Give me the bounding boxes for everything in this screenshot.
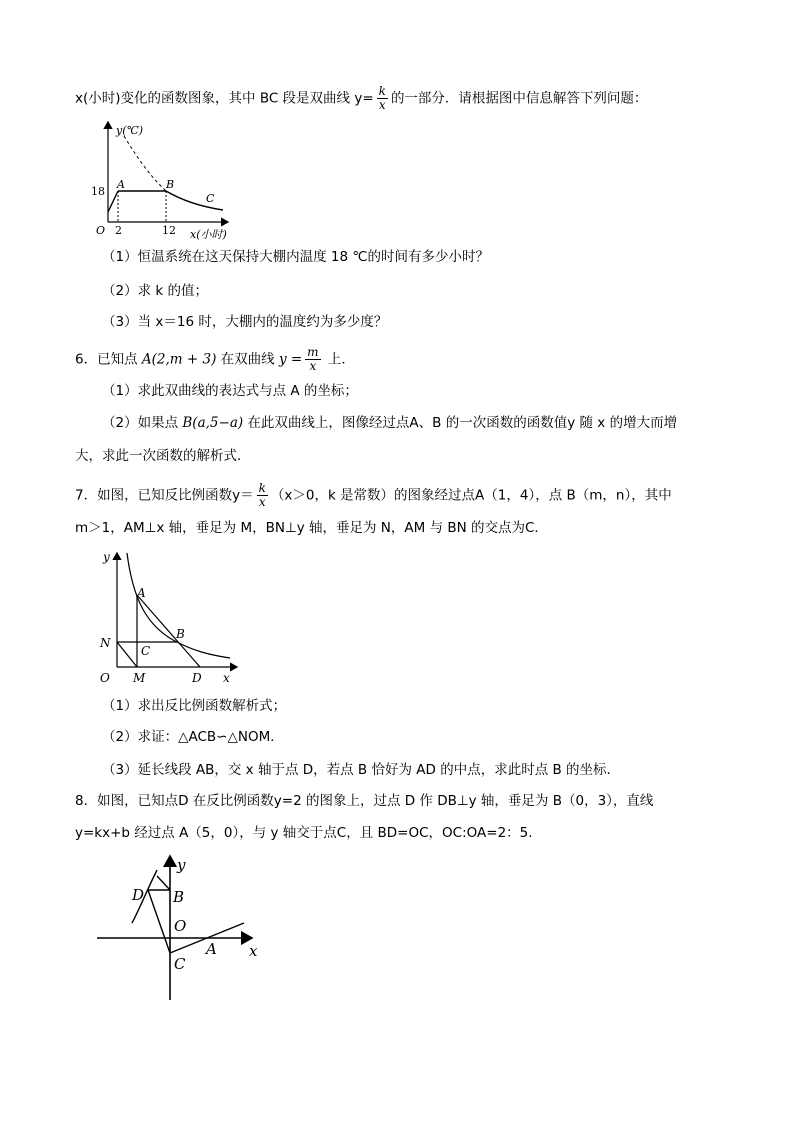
label-D: D	[192, 671, 202, 685]
label-C: C	[174, 955, 186, 973]
temperature-graph	[88, 114, 248, 244]
q6-fraction	[305, 346, 320, 373]
label-A: A	[206, 940, 217, 958]
q6-part2	[102, 413, 677, 433]
q5-part1: （1）恒温系统在这天保持大棚内温度 18 ℃的时间有多少小时？	[102, 249, 490, 265]
q6-intro-mid: 在双曲线	[220, 351, 275, 368]
x-axis-label: x(小时)	[190, 228, 227, 241]
label-D: D	[132, 886, 145, 904]
q5-intro-pre: x(小时)变化的函数图象，其中 BC 段是双曲线 y=	[75, 90, 374, 107]
q5-part3: （3）当 x＝16 时，大棚内的温度约为多少度？	[102, 314, 388, 330]
q7-part3: （3）延长线段 AB，交 x 轴于点 D，若点 B 恰好为 AD 的中点，求此时点 B 的坐标．	[102, 762, 621, 778]
q6-part1: （1）求此双曲线的表达式与点 A 的坐标；	[102, 383, 358, 399]
label-x: x	[249, 942, 258, 960]
segment-DC	[148, 890, 170, 953]
label-A: A	[137, 586, 146, 600]
linear-inverse-graph	[92, 850, 267, 1005]
segment-NM	[117, 642, 137, 667]
label-B: B	[176, 627, 185, 641]
label-C: C	[206, 192, 215, 205]
label-O: O	[174, 917, 187, 935]
q6-frac-den: x	[309, 359, 317, 373]
label-B: B	[173, 888, 185, 906]
label-B: B	[166, 178, 175, 191]
q5-part2: （2）求 k 的值；	[102, 283, 208, 299]
q7-fraction	[257, 482, 268, 509]
curve-BC	[166, 191, 223, 210]
label-x: x	[223, 671, 230, 685]
q8-line1: 8．如图，已知点D 在反比例函数y=2 的图象上，过点 D 作 DB⊥y 轴，垂足为 B（0，3），直线	[75, 793, 654, 809]
segment-curve-B	[157, 876, 170, 890]
fraction-numerator: k	[378, 84, 386, 98]
q6-intro-post: 上．	[327, 351, 355, 368]
inverse-function-graph	[95, 545, 245, 690]
q7-intro-pre: 7．如图，已知反比例函数y＝	[75, 487, 254, 504]
q7-intro-post: （x＞0，k 是常数）的图象经过点A（1，4），点 B（m，n），其中	[270, 487, 672, 504]
label-N: N	[100, 636, 111, 650]
hyperbola-fraction	[377, 85, 388, 112]
q6-part2-pre: （2）如果点	[102, 415, 179, 431]
q8-line2: y=kx+b 经过点 A（5，0），与 y 轴交于点C，且 BD=OC，OC:OA=2：5.	[75, 825, 533, 841]
label-y: y	[103, 550, 110, 564]
q7-part1: （1）求出反比例函数解析式；	[102, 698, 287, 714]
q6-part2-cont: 大，求此一次函数的解析式．	[75, 448, 251, 464]
label-C: C	[141, 644, 151, 658]
tick-18: 18	[91, 185, 105, 198]
q7-intro	[75, 482, 672, 509]
q7-frac-den: x	[258, 495, 266, 509]
segment-OA	[108, 191, 118, 212]
label-y: y	[177, 856, 186, 874]
q5-intro-post: 的一部分．请根据图中信息解答下列问题：	[390, 90, 648, 107]
q6-point-b: B(a,5−a)	[182, 415, 244, 431]
q5-intro	[75, 85, 647, 112]
q7-intro-line2: m＞1，AM⊥x 轴，垂足为 M，BN⊥y 轴，垂足为 N，AM 与 BN 的交点为C．	[75, 520, 548, 536]
tick-12: 12	[162, 224, 176, 237]
tick-2: 2	[115, 224, 122, 237]
origin-label: O	[96, 224, 106, 237]
label-O: O	[100, 671, 110, 685]
label-A: A	[117, 178, 125, 191]
q7-part2: （2）求证：△ACB∽△NOM．	[102, 729, 284, 745]
label-M: M	[133, 671, 146, 685]
q7-frac-num: k	[258, 481, 266, 495]
q6-intro	[75, 346, 355, 373]
q6-point-a: A(2,m + 3)	[141, 351, 217, 368]
q6-intro-pre: 6．已知点	[75, 351, 138, 368]
q6-part2-post: 在此双曲线上，图像经过点A、B 的一次函数的函数值y 随 x 的增大而增	[247, 415, 678, 431]
q6-y-eq: y =	[278, 351, 303, 368]
y-axis-label: y(℃)	[116, 124, 144, 137]
hyperbola-dashed	[124, 136, 166, 191]
q6-frac-num: m	[307, 345, 319, 359]
fraction-denominator: x	[378, 98, 386, 112]
